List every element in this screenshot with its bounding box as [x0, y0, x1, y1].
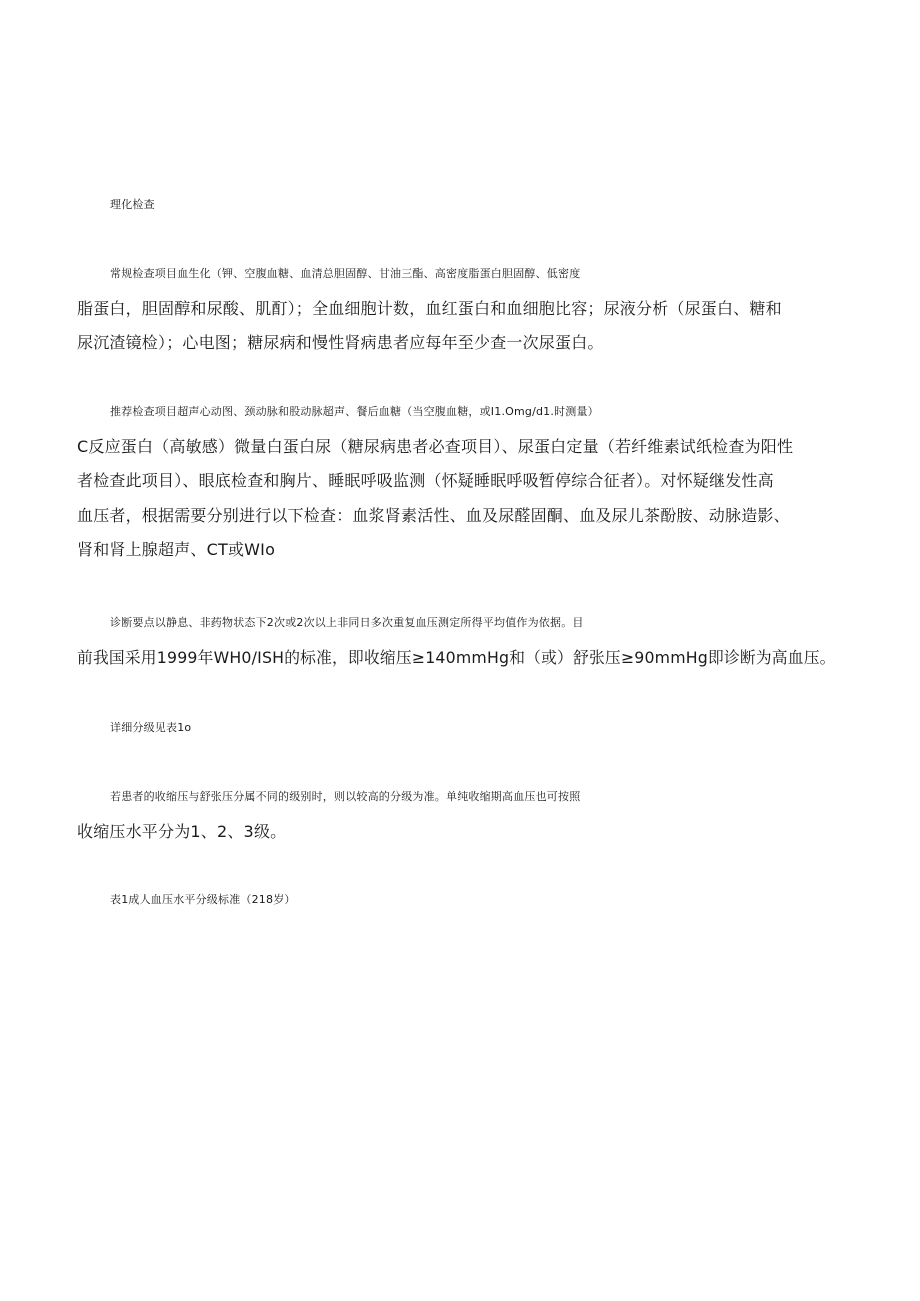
diagnosis-paragraph — [77, 606, 837, 675]
paragraph-line: 前我国采用1999年WH0/ISH的标准，即收缩压≥140mmHg和（或）舒张压≥90mmHg即诊断为高血压。 — [77, 647, 836, 667]
paragraph-line: 常规检查项目血生化（钾、空腹血糖、血清总胆固醇、甘油三酯、高密度脂蛋白胆固醇、低密度 — [110, 267, 581, 280]
heading-text: 理化检查 — [110, 198, 155, 211]
paragraph-line: 诊断要点以静息、非药物状态下2次或2次以上非同日多次重复血压测定所得平均值作为依据。目 — [110, 616, 584, 629]
paragraph-line: C反应蛋白（高敏感）微量白蛋白尿（糖尿病患者必查项目）、尿蛋白定量（若纤维素试纸检查为阳性 — [77, 436, 794, 456]
paragraph-line: 若患者的收缩压与舒张压分属不同的级别时，则以较高的分级为准。单纯收缩期高血压也可按照 — [110, 790, 581, 803]
table-caption — [77, 883, 837, 918]
paragraph-line: 尿沉渣镜检）；心电图；糖尿病和慢性肾病患者应每年至少查一次尿蛋白。 — [77, 333, 604, 352]
paragraph-line: 者检查此项目）、眼底检查和胸片、睡眠呼吸监测（怀疑睡眠呼吸暂停综合征者）。对怀疑继发性高 — [77, 471, 774, 490]
section-heading — [77, 188, 837, 223]
recommended-exam-paragraph — [77, 395, 837, 568]
paragraph-line: 脂蛋白，胆固醇和尿酸、肌酊）；全血细胞计数，血红蛋白和血细胞比容；尿液分析（尿蛋白、糖和 — [77, 298, 782, 318]
paragraph-line: 血压者，根据需要分别进行以下检查：血浆肾素活性、血及尿醛固酮、血及尿儿茶酚胺、动脉造影、 — [77, 505, 790, 525]
grading-reference — [77, 711, 837, 746]
paragraph-line: 收缩压水平分为1、2、3级。 — [77, 821, 287, 841]
grading-rule-paragraph — [77, 780, 837, 849]
caption-text: 表1成人血压水平分级标准（218岁） — [110, 893, 296, 906]
paragraph-line: 肾和肾上腺超声、CT或WIo — [77, 540, 276, 559]
paragraph-line: 推荐检查项目超声心动图、颈动脉和股动脉超声、餐后血糖（当空腹血糖，或I1.Omg∕d1.时测量） — [110, 405, 599, 418]
routine-exam-paragraph — [77, 257, 837, 361]
paragraph-line: 详细分级见表1o — [110, 721, 192, 734]
